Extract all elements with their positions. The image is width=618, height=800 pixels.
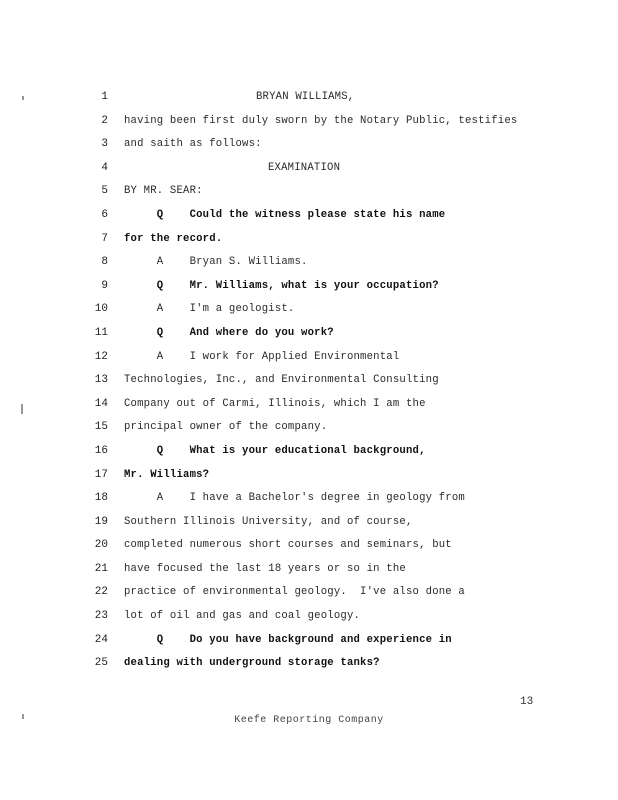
line-number: 18 — [94, 492, 108, 505]
line-number: 13 — [94, 374, 108, 387]
line-text: Southern Illinois University, and of course, — [124, 515, 413, 528]
transcript-line — [0, 346, 618, 370]
line-number: 17 — [94, 468, 108, 481]
line-text: Q Could the witness please state his name — [124, 208, 446, 221]
transcript-line — [0, 86, 618, 110]
transcript-lines — [0, 86, 618, 676]
line-number: 16 — [94, 444, 108, 457]
page-number: 13 — [520, 696, 534, 708]
transcript-line — [0, 464, 618, 488]
footer-reporter: Keefe Reporting Company — [234, 715, 384, 726]
line-number: 9 — [101, 279, 108, 292]
transcript-line — [0, 605, 618, 629]
transcript-line — [0, 298, 618, 322]
transcript-line — [0, 369, 618, 393]
line-number: 11 — [94, 326, 108, 339]
line-number: 3 — [101, 138, 108, 151]
line-text: have focused the last 18 years or so in the — [124, 562, 406, 575]
line-number: 21 — [94, 562, 108, 575]
line-text: practice of environmental geology. I've also done a — [124, 586, 465, 599]
line-text: A I have a Bachelor's degree in geology from — [124, 492, 465, 505]
line-number: 15 — [94, 421, 108, 434]
line-number: 8 — [101, 256, 108, 269]
transcript-line — [0, 180, 618, 204]
line-number: 25 — [94, 657, 108, 670]
line-text: for the record. — [124, 232, 223, 245]
line-text: principal owner of the company. — [124, 421, 328, 434]
transcript-line — [0, 652, 618, 676]
line-text: and saith as follows: — [124, 138, 262, 151]
line-number: 6 — [101, 208, 108, 221]
line-text: BY MR. SEAR: — [124, 185, 203, 198]
line-text: Technologies, Inc., and Environmental Consulting — [124, 374, 439, 387]
line-number: 19 — [94, 515, 108, 528]
transcript-line — [0, 393, 618, 417]
transcript-line — [0, 629, 618, 653]
transcript-line — [0, 110, 618, 134]
line-number: 24 — [94, 633, 108, 646]
transcript-line — [0, 133, 618, 157]
line-number: 1 — [101, 91, 108, 103]
line-text: A I work for Applied Environmental — [124, 350, 400, 363]
line-number: 20 — [94, 539, 108, 552]
transcript-line — [0, 275, 618, 299]
line-text: Company out of Carmi, Illinois, which I am the — [124, 397, 426, 410]
line-text: lot of oil and gas and coal geology. — [124, 610, 361, 623]
line-number: 12 — [94, 350, 108, 363]
transcript-line — [0, 534, 618, 558]
line-text: completed numerous short courses and seminars, but — [124, 539, 452, 552]
line-text: Q Mr. Williams, what is your occupation? — [124, 279, 439, 292]
transcript-line — [0, 228, 618, 252]
line-text: A Bryan S. Williams. — [124, 256, 308, 269]
transcript-line — [0, 157, 618, 181]
transcript-line — [0, 558, 618, 582]
transcript-line — [0, 581, 618, 605]
line-text: EXAMINATION — [268, 161, 341, 174]
transcript-line — [0, 511, 618, 535]
line-text: Q What is your educational background, — [124, 444, 426, 457]
line-text: A I'm a geologist. — [124, 303, 295, 316]
transcript-line — [0, 204, 618, 228]
transcript-line — [0, 440, 618, 464]
line-text: BRYAN WILLIAMS, — [256, 91, 355, 103]
line-number: 22 — [94, 586, 108, 599]
line-number: 10 — [94, 303, 108, 316]
transcript-line — [0, 416, 618, 440]
line-text: Mr. Williams? — [124, 468, 210, 481]
transcript-line — [0, 487, 618, 511]
line-text: having been first duly sworn by the Notary Public, testifies — [124, 114, 518, 127]
line-number: 14 — [94, 397, 108, 410]
line-number: 4 — [101, 161, 108, 174]
line-number: 7 — [101, 232, 108, 245]
line-text: Q And where do you work? — [124, 326, 334, 339]
line-number: 23 — [94, 610, 108, 623]
line-number: 2 — [101, 114, 108, 127]
line-text: Q Do you have background and experience in — [124, 633, 452, 646]
transcript-line — [0, 251, 618, 275]
line-text: dealing with underground storage tanks? — [124, 657, 380, 670]
transcript-line — [0, 322, 618, 346]
line-number: 5 — [101, 185, 108, 198]
